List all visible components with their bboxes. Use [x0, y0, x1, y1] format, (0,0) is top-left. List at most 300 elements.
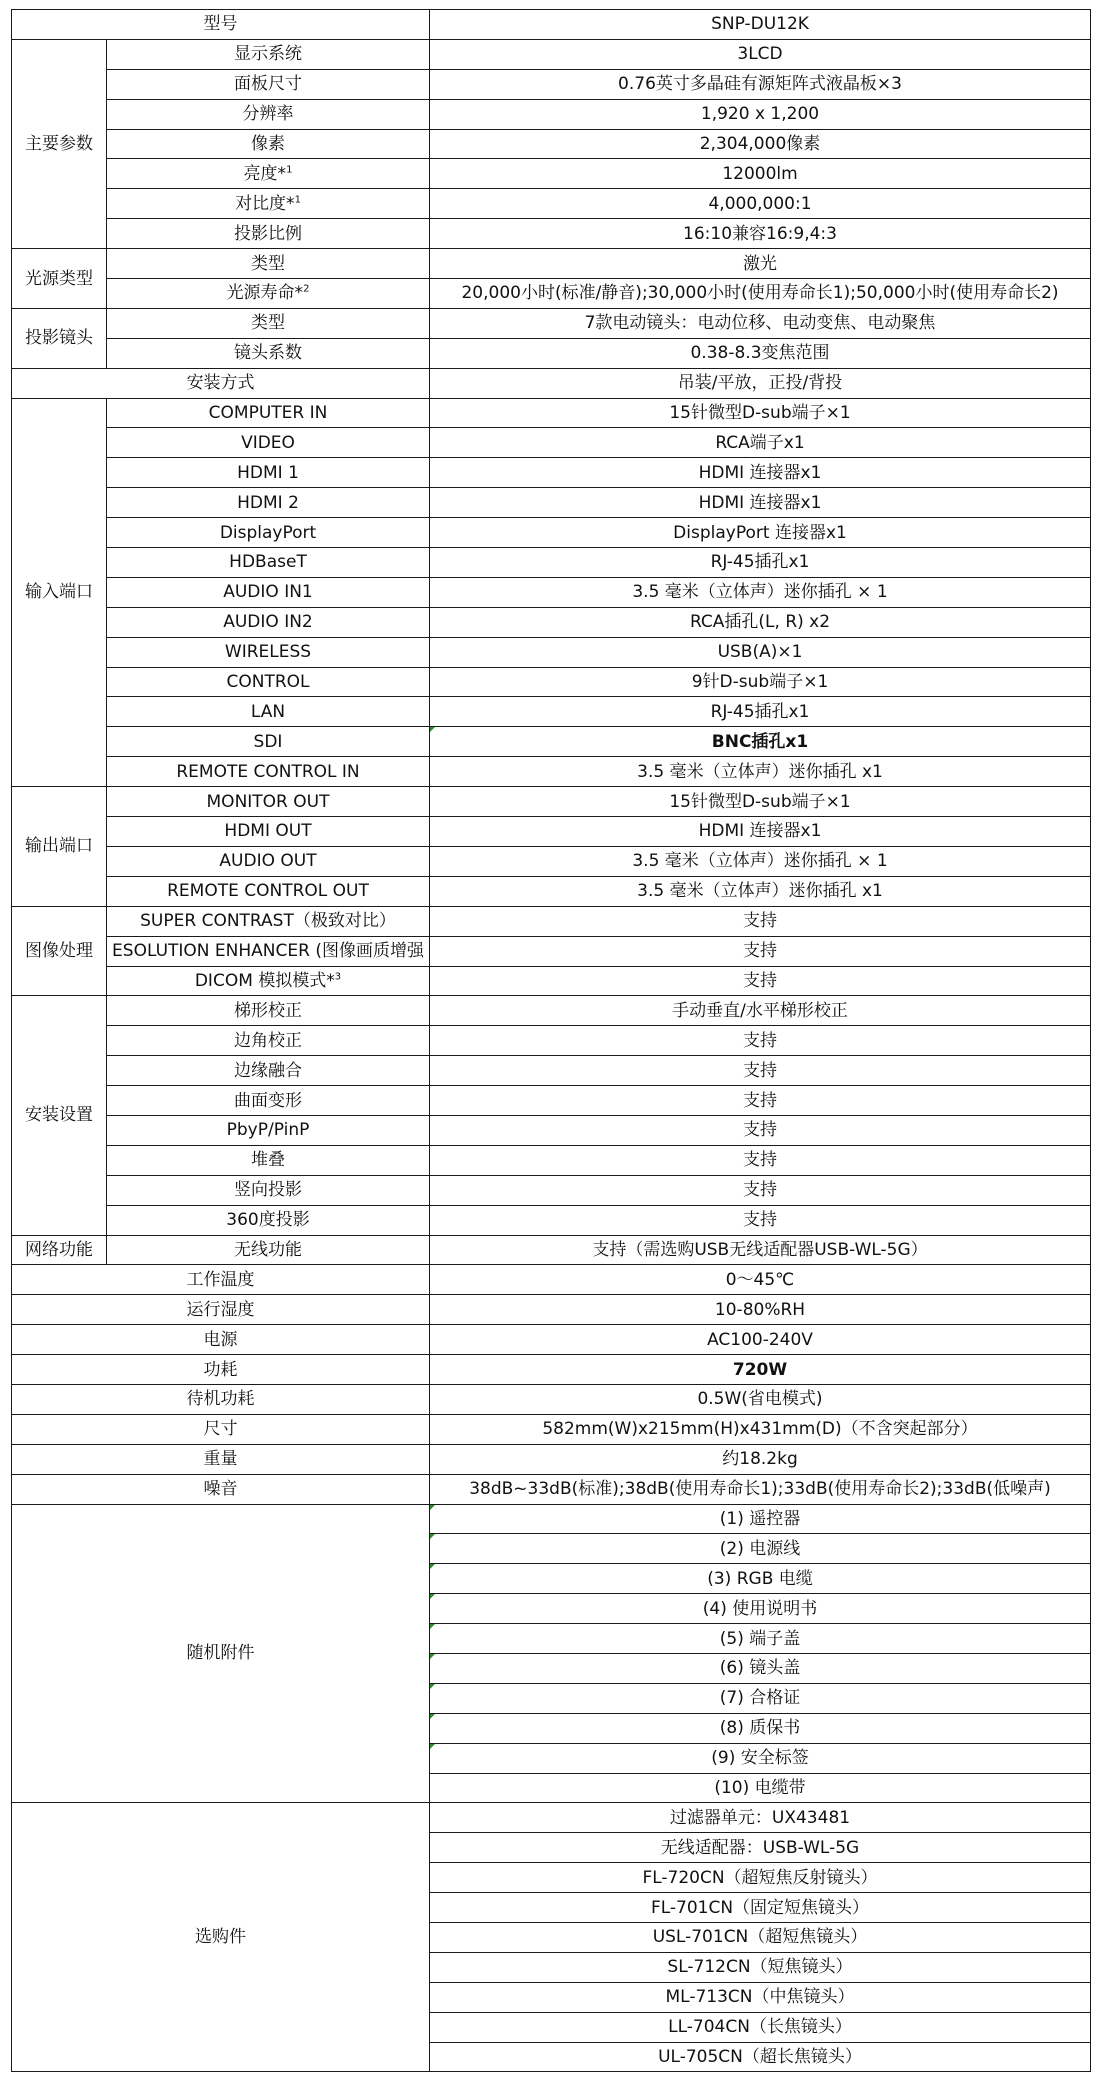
light-source-label-text: 光源寿命* [226, 283, 304, 304]
lens-group-label [12, 308, 107, 368]
image-processing-label-text: DICOM 模拟模式* [194, 970, 335, 991]
main-param-value-text: 12000lm [722, 163, 798, 184]
model-label-text: 型号 [203, 14, 238, 35]
light-source-label [107, 279, 430, 309]
accessory-item-text: (5) 端子盖 [719, 1628, 801, 1649]
input-port-label-text: HDMI 2 [237, 492, 299, 513]
main-param-row [12, 129, 1091, 159]
model-value [430, 10, 1091, 40]
network-row [12, 1235, 1091, 1265]
main-param-value-text: 2,304,000像素 [699, 134, 821, 154]
input-port-value-text: 15针微型D-sub端子×1 [669, 403, 851, 424]
option-item [430, 1982, 1091, 2012]
install-setting-group-label-text: 安装设置 [25, 1105, 93, 1126]
misc-value [430, 1444, 1091, 1474]
input-port-row [12, 727, 1091, 757]
accessory-item [430, 1773, 1091, 1803]
input-port-row [12, 637, 1091, 667]
input-port-value [430, 727, 1091, 757]
input-port-value-text: USB(A)×1 [717, 642, 803, 663]
input-port-value [430, 697, 1091, 727]
input-port-label-text: COMPUTER IN [208, 403, 328, 424]
lens-label-text: 类型 [251, 313, 285, 334]
accessory-label-text: 随机附件 [186, 1643, 255, 1664]
main-param-label [107, 99, 430, 129]
misc-label-text: 尺寸 [203, 1419, 238, 1440]
install-method-label-text: 安装方式 [186, 373, 255, 394]
footnote-ref: 3 [334, 971, 342, 983]
misc-value [430, 1355, 1091, 1385]
output-port-row [12, 817, 1091, 847]
input-port-label [107, 488, 430, 518]
image-processing-label [107, 966, 430, 996]
input-port-label-text: SDI [253, 731, 283, 752]
misc-value-text: 720W [732, 1359, 788, 1380]
main-param-value [430, 39, 1091, 69]
accessory-item-text: (7) 合格证 [719, 1688, 801, 1709]
accessory-label [12, 1504, 430, 1803]
lens-label-text: 镜头系数 [234, 343, 302, 364]
input-port-value-text: RCA端子x1 [715, 432, 805, 453]
output-port-value-text: HDMI 连接器x1 [698, 821, 822, 842]
accessory-item [430, 1504, 1091, 1534]
lens-value [430, 308, 1091, 338]
input-port-value-text: RJ-45插孔x1 [710, 701, 810, 722]
output-port-label-text: REMOTE CONTROL OUT [167, 881, 369, 902]
main-param-value-text: 4,000,000:1 [708, 193, 812, 214]
option-item [430, 1952, 1091, 1982]
output-port-label-text: HDMI OUT [224, 821, 312, 842]
option-item-text: 无线适配器：USB-WL-5G [660, 1837, 860, 1858]
input-port-label [107, 428, 430, 458]
main-param-label [107, 159, 430, 189]
accessory-item-text: (6) 镜头盖 [719, 1658, 801, 1679]
output-port-label-text: MONITOR OUT [206, 791, 330, 812]
main-param-row [12, 159, 1091, 189]
output-port-value [430, 876, 1091, 906]
output-port-value [430, 787, 1091, 817]
accessory-item-text: (10) 电缆带 [714, 1777, 806, 1798]
output-port-value [430, 846, 1091, 876]
input-port-row [12, 607, 1091, 637]
install-setting-value-text: 支持 [743, 1210, 777, 1231]
main-param-group-label-text: 主要参数 [25, 134, 93, 154]
input-port-value-text: BNC插孔x1 [711, 731, 809, 752]
input-port-label [107, 757, 430, 787]
install-setting-row [12, 1175, 1091, 1205]
main-param-value-text: 0.76英寸多晶硅有源矩阵式液晶板×3 [618, 74, 902, 95]
output-port-row [12, 787, 1091, 817]
install-setting-value [430, 1145, 1091, 1175]
install-setting-label-text: PbyP/PinP [226, 1120, 310, 1141]
option-item-text: FL-701CN（固定短焦镜头） [650, 1897, 870, 1918]
input-port-label-text: REMOTE CONTROL IN [176, 761, 360, 782]
image-processing-row [12, 906, 1091, 936]
main-param-label-text: 像素 [251, 134, 285, 154]
image-processing-value-text: 支持 [743, 911, 777, 932]
light-source-label [107, 249, 430, 279]
install-setting-label-text: 边缘融合 [234, 1060, 302, 1081]
option-label-text: 选购件 [195, 1927, 246, 1948]
misc-row [12, 1414, 1091, 1444]
option-item-text: 过滤器单元：UX43481 [669, 1807, 851, 1828]
input-port-value-text: HDMI 连接器x1 [698, 462, 822, 483]
main-param-row [12, 99, 1091, 129]
accessory-item-text: (2) 电源线 [719, 1538, 801, 1559]
install-setting-row [12, 1205, 1091, 1235]
install-method-value-text: 吊装/平放，正投/背投 [677, 373, 843, 394]
misc-label [12, 1444, 430, 1474]
main-param-value-text: 1,920 x 1,200 [700, 104, 820, 125]
input-port-value-text: HDMI 连接器x1 [698, 492, 822, 513]
main-param-label [107, 39, 430, 69]
install-setting-label-text: 360度投影 [226, 1210, 310, 1231]
main-param-label [107, 189, 430, 219]
option-label [12, 1803, 430, 2072]
install-setting-row [12, 1056, 1091, 1086]
light-source-value [430, 279, 1091, 309]
network-label-text: 无线功能 [234, 1239, 302, 1260]
install-setting-value [430, 1086, 1091, 1116]
main-param-value-text: 3LCD [737, 44, 783, 65]
input-port-group-label-text: 输入端口 [25, 582, 93, 603]
accessory-item [430, 1624, 1091, 1654]
input-port-row [12, 667, 1091, 697]
install-setting-row [12, 1145, 1091, 1175]
input-port-label [107, 697, 430, 727]
input-port-row [12, 548, 1091, 578]
install-setting-row [12, 1026, 1091, 1056]
input-port-row [12, 488, 1091, 518]
input-port-group-label [12, 398, 107, 787]
light-source-row [12, 249, 1091, 279]
main-param-label [107, 69, 430, 99]
option-item-text: LL-704CN（长焦镜头） [668, 2017, 852, 2038]
misc-row [12, 1355, 1091, 1385]
install-setting-label-text: 竖向投影 [234, 1180, 302, 1201]
option-item [430, 2012, 1091, 2042]
misc-value-text: AC100-240V [707, 1329, 813, 1350]
install-setting-label-text: 梯形校正 [234, 1000, 302, 1021]
misc-value-text: 582mm(W)x215mm(H)x431mm(D)（不含突起部分） [542, 1419, 978, 1440]
install-setting-row [12, 996, 1091, 1026]
model-value-text: SNP-DU12K [711, 14, 809, 35]
install-setting-label [107, 996, 430, 1026]
network-group-label [12, 1235, 107, 1265]
header-row [12, 10, 1091, 40]
misc-label-text: 电源 [203, 1329, 238, 1350]
install-setting-label [107, 1175, 430, 1205]
input-port-label [107, 667, 430, 697]
main-param-value [430, 159, 1091, 189]
image-processing-value [430, 906, 1091, 936]
accessory-item-text: (8) 质保书 [719, 1718, 801, 1739]
misc-label-text: 待机功耗 [186, 1389, 255, 1410]
accessory-item [430, 1564, 1091, 1594]
option-item [430, 1833, 1091, 1863]
lens-label [107, 308, 430, 338]
install-setting-label [107, 1145, 430, 1175]
misc-value [430, 1265, 1091, 1295]
misc-value [430, 1414, 1091, 1444]
output-port-group-label [12, 787, 107, 907]
main-param-label-text: 对比度* [235, 193, 295, 214]
input-port-value [430, 428, 1091, 458]
input-port-value-text: RJ-45插孔x1 [710, 552, 810, 573]
accessory-item-text: (3) RGB 电缆 [707, 1568, 813, 1589]
install-setting-value-text: 支持 [743, 1090, 777, 1111]
input-port-label [107, 577, 430, 607]
misc-row [12, 1265, 1091, 1295]
output-port-value [430, 817, 1091, 847]
output-port-value-text: 3.5 毫米（立体声）迷你插孔 × 1 [632, 851, 888, 872]
install-setting-value [430, 1026, 1091, 1056]
accessory-item [430, 1534, 1091, 1564]
input-port-value [430, 637, 1091, 667]
input-port-value [430, 458, 1091, 488]
misc-value-text: 10-80%RH [714, 1299, 806, 1320]
input-port-label-text: VIDEO [241, 432, 295, 453]
footnote-ref: 1 [294, 194, 301, 206]
spec-table [11, 9, 1091, 2072]
install-setting-value [430, 1056, 1091, 1086]
input-port-row [12, 577, 1091, 607]
main-param-label-text: 投影比例 [234, 223, 302, 244]
input-port-label-text: HDBaseT [229, 552, 307, 573]
option-item-text: ML-713CN（中焦镜头） [665, 1987, 855, 2008]
input-port-value-text: RCA插孔(L, R) x2 [689, 612, 831, 633]
input-port-label [107, 398, 430, 428]
image-processing-label [107, 906, 430, 936]
image-processing-value [430, 966, 1091, 996]
output-port-row [12, 846, 1091, 876]
misc-value [430, 1474, 1091, 1504]
input-port-label [107, 518, 430, 548]
image-processing-value [430, 936, 1091, 966]
install-setting-value [430, 996, 1091, 1026]
misc-value-text: 38dB~33dB(标准);38dB(使用寿命长1);33dB(使用寿命长2);33dB(低噪声) [469, 1479, 1051, 1500]
main-param-value [430, 219, 1091, 249]
install-setting-label [107, 1056, 430, 1086]
misc-label-text: 重量 [203, 1449, 238, 1470]
input-port-value [430, 518, 1091, 548]
output-port-row [12, 876, 1091, 906]
misc-value [430, 1384, 1091, 1414]
misc-row [12, 1384, 1091, 1414]
option-item-text: FL-720CN（超短焦反射镜头） [642, 1867, 878, 1888]
misc-value [430, 1325, 1091, 1355]
lens-value-text: 7款电动镜头：电动位移、电动变焦、电动聚焦 [584, 313, 936, 334]
image-processing-label-text: ESOLUTION ENHANCER (图像画质增强 [112, 941, 424, 962]
install-setting-row [12, 1115, 1091, 1145]
image-processing-label-text: SUPER CONTRAST（极致对比） [140, 911, 396, 932]
input-port-row [12, 697, 1091, 727]
misc-label [12, 1265, 430, 1295]
input-port-label [107, 548, 430, 578]
install-setting-value-text: 支持 [743, 1030, 777, 1051]
main-param-value [430, 69, 1091, 99]
input-port-label [107, 607, 430, 637]
misc-label [12, 1295, 430, 1325]
lens-label [107, 338, 430, 368]
output-port-label-text: AUDIO OUT [219, 851, 317, 872]
option-row [12, 1803, 1091, 1833]
install-setting-label [107, 1115, 430, 1145]
install-setting-label [107, 1026, 430, 1056]
option-item [430, 1893, 1091, 1923]
lens-value-text: 0.38-8.3变焦范围 [690, 343, 830, 364]
input-port-row [12, 757, 1091, 787]
lens-group-label-text: 投影镜头 [25, 328, 93, 349]
misc-label-text: 工作温度 [186, 1269, 255, 1290]
image-processing-row [12, 936, 1091, 966]
accessory-item-text: (1) 遥控器 [719, 1508, 801, 1529]
input-port-label-text: LAN [250, 701, 286, 722]
install-method-row [12, 368, 1091, 398]
main-param-label-text: 分辨率 [242, 104, 294, 125]
image-processing-value-text: 支持 [743, 941, 777, 962]
output-port-value-text: 15针微型D-sub端子×1 [669, 791, 851, 812]
input-port-value [430, 398, 1091, 428]
model-label [12, 10, 430, 40]
option-item-text: SL-712CN（短焦镜头） [667, 1957, 853, 1978]
misc-label-text: 功耗 [203, 1359, 238, 1380]
main-param-value-text: 16:10兼容16:9,4:3 [683, 223, 837, 244]
install-setting-value [430, 1205, 1091, 1235]
output-port-value-text: 3.5 毫米（立体声）迷你插孔 x1 [637, 881, 883, 902]
accessory-row [12, 1504, 1091, 1534]
main-param-row [12, 39, 1091, 69]
accessory-item [430, 1594, 1091, 1624]
light-source-label-text: 类型 [251, 253, 285, 274]
input-port-value-text: 3.5 毫米（立体声）迷你插孔 x1 [637, 761, 883, 782]
image-processing-label [107, 936, 430, 966]
accessory-item-text: (9) 安全标签 [711, 1748, 809, 1769]
input-port-row [12, 458, 1091, 488]
misc-label [12, 1474, 430, 1504]
image-processing-group-label-text: 图像处理 [25, 941, 93, 962]
option-item [430, 1803, 1091, 1833]
input-port-value-text: 3.5 毫米（立体声）迷你插孔 × 1 [632, 582, 888, 603]
install-setting-row [12, 1086, 1091, 1116]
footnote-ref: 2 [303, 283, 310, 295]
light-source-row [12, 279, 1091, 309]
option-item [430, 1863, 1091, 1893]
install-setting-label [107, 1205, 430, 1235]
main-param-label [107, 219, 430, 249]
output-port-label [107, 817, 430, 847]
input-port-label [107, 637, 430, 667]
misc-label-text: 噪音 [203, 1479, 238, 1500]
misc-value [430, 1295, 1091, 1325]
option-item [430, 2042, 1091, 2072]
main-param-label-text: 亮度* [243, 163, 287, 184]
misc-label-text: 运行湿度 [186, 1299, 255, 1320]
option-item [430, 1923, 1091, 1953]
misc-row [12, 1295, 1091, 1325]
install-setting-value-text: 支持 [743, 1120, 777, 1141]
light-source-value [430, 249, 1091, 279]
input-port-label-text: DisplayPort [219, 522, 317, 543]
misc-label [12, 1325, 430, 1355]
install-setting-label [107, 1086, 430, 1116]
light-source-value-text: 20,000小时(标准/静音);30,000小时(使用寿命长1);50,000小时(使用寿命长2) [461, 283, 1059, 304]
main-param-label [107, 129, 430, 159]
accessory-item [430, 1683, 1091, 1713]
input-port-label-text: AUDIO IN1 [223, 582, 313, 603]
main-param-group-label [12, 39, 107, 248]
input-port-value-text: 9针D-sub端子×1 [691, 672, 829, 693]
input-port-label [107, 458, 430, 488]
install-setting-value [430, 1115, 1091, 1145]
accessory-item [430, 1743, 1091, 1773]
misc-value-text: 0.5W(省电模式) [697, 1389, 823, 1410]
input-port-value-text: DisplayPort 连接器x1 [673, 522, 847, 543]
network-group-label-text: 网络功能 [25, 1239, 93, 1260]
network-label [107, 1235, 430, 1265]
input-port-label-text: CONTROL [226, 672, 310, 693]
install-method-label [12, 368, 430, 398]
main-param-label-text: 显示系统 [234, 44, 302, 65]
install-setting-label-text: 曲面变形 [234, 1090, 302, 1111]
main-param-row [12, 69, 1091, 99]
output-port-label [107, 787, 430, 817]
light-source-group-label [12, 249, 107, 309]
install-setting-value [430, 1175, 1091, 1205]
misc-label [12, 1355, 430, 1385]
light-source-group-label-text: 光源类型 [25, 268, 93, 289]
main-param-row [12, 219, 1091, 249]
main-param-value [430, 129, 1091, 159]
lens-row [12, 308, 1091, 338]
lens-value [430, 338, 1091, 368]
install-setting-value-text: 支持 [743, 1060, 777, 1081]
misc-row [12, 1444, 1091, 1474]
input-port-value [430, 607, 1091, 637]
input-port-row [12, 518, 1091, 548]
network-value-text: 支持（需选购USB无线适配器USB-WL-5G） [592, 1239, 928, 1260]
output-port-label [107, 876, 430, 906]
input-port-label-text: HDMI 1 [237, 462, 299, 483]
misc-label [12, 1384, 430, 1414]
option-item-text: UL-705CN（超长焦镜头） [658, 2047, 862, 2067]
install-setting-group-label [12, 996, 107, 1235]
lens-row [12, 338, 1091, 368]
main-param-value [430, 99, 1091, 129]
input-port-label-text: AUDIO IN2 [223, 612, 313, 633]
accessory-item [430, 1713, 1091, 1743]
input-port-value [430, 757, 1091, 787]
install-setting-label-text: 边角校正 [234, 1030, 302, 1051]
main-param-value [430, 189, 1091, 219]
main-param-label-text: 面板尺寸 [234, 74, 302, 95]
input-port-value [430, 667, 1091, 697]
input-port-label [107, 727, 430, 757]
accessory-item-text: (4) 使用说明书 [702, 1598, 818, 1619]
install-method-value [430, 368, 1091, 398]
input-port-value [430, 488, 1091, 518]
misc-value-text: 0～45℃ [725, 1269, 795, 1290]
output-port-label [107, 846, 430, 876]
accessory-item [430, 1653, 1091, 1683]
input-port-label-text: WIRELESS [224, 642, 312, 663]
input-port-value [430, 548, 1091, 578]
light-source-value-text: 激光 [743, 253, 777, 274]
footnote-ref: 1 [286, 164, 293, 176]
misc-label [12, 1414, 430, 1444]
image-processing-group-label [12, 906, 107, 996]
input-port-value [430, 577, 1091, 607]
